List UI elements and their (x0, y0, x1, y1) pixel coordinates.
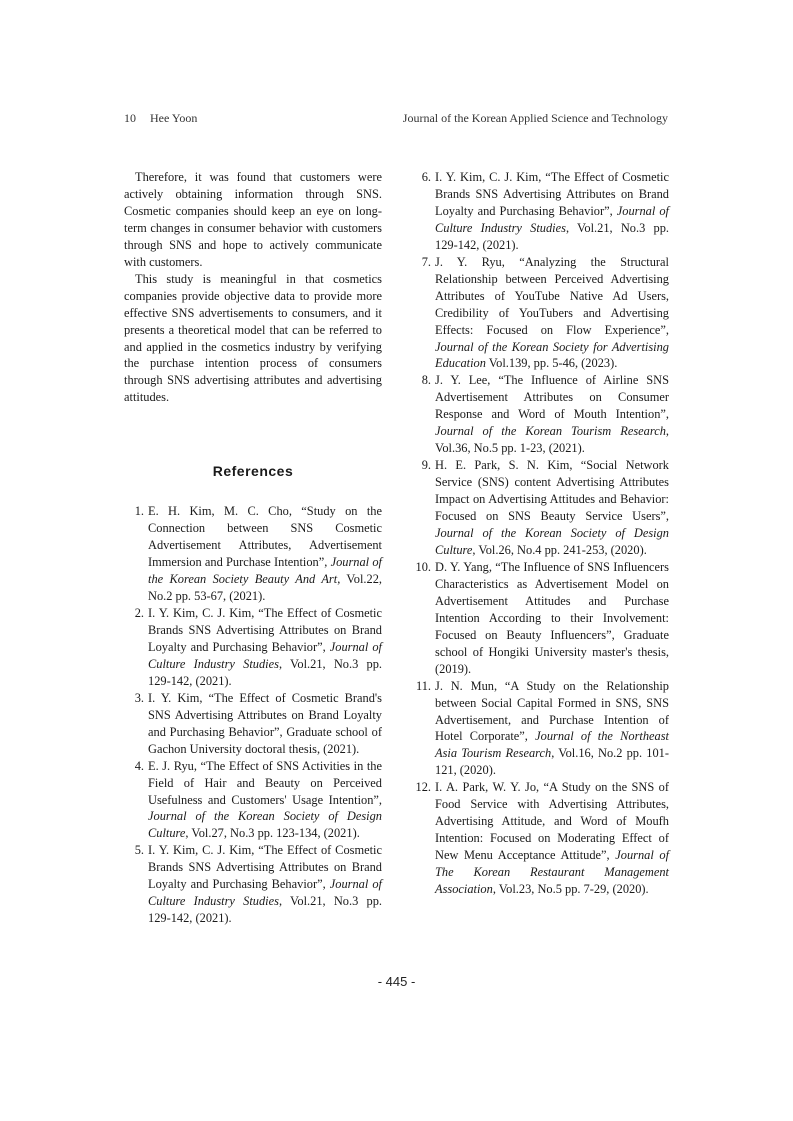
reference-number: 5. (134, 843, 144, 858)
body-paragraph: Therefore, it was found that customers were actively obtaining information through SNS. Cosmetic companies should keep an eye on long-term changes in consumer behavior with customers through SNS and hope to actively communicate with customers. (124, 170, 382, 269)
reference-item (411, 254, 669, 373)
reference-details: , Vol.22, No.2 pp. 53-67, (2021). (148, 572, 382, 604)
reference-text: D. Y. Yang, “The Influence of SNS Influencers Characteristics as Advertisement Model on Advertisement Attitudes and Purchase Intention According to their Involvement: Focused on Beauty Influencers”, Graduate school of Hongiki University master's thesis, (2019). (435, 559, 669, 676)
reference-text: E. J. Ryu, “The Effect of SNS Activities in the Field of Hair and Beauty on Perceived Usefulness and Customers' Usage Intention”, (148, 758, 382, 807)
references-heading: References (212, 463, 294, 480)
reference-number: 11. (415, 678, 431, 693)
header-author: Hee Yoon (150, 111, 198, 125)
reference-item (124, 842, 382, 927)
reference-item (411, 372, 669, 457)
reference-text: J. Y. Ryu, “Analyzing the Structural Relationship between Perceived Advertising Attributes of YouTube Native Ad Users, Credibility of YouTubers and Advertising Effects: Focused on Flow Experience”, (435, 254, 669, 337)
reference-text: I. Y. Kim, C. J. Kim, “The Effect of Cosmetic Brands SNS Advertising Attributes on Brand Loyalty and Purchasing Behavior”, (148, 843, 382, 892)
page-footer-number: - 445 - (377, 974, 416, 989)
reference-journal: Journal of Culture Industry Studies (148, 639, 382, 671)
reference-number: 9. (421, 458, 431, 473)
reference-details: Vol.139, pp. 5-46, (2023). (485, 356, 618, 371)
reference-text: E. H. Kim, M. C. Cho, “Study on the Connection between SNS Cosmetic Advertisement Attributes, Advertisement Immersion and Purchase Intention”, (148, 504, 382, 570)
reference-journal: Journal of the Korean Society of Design Culture (148, 809, 382, 841)
reference-number: 4. (134, 758, 144, 773)
reference-details: , Vol.21, No.3 pp. 129-142, (2021). (435, 220, 670, 252)
reference-text: I. Y. Kim, “The Effect of Cosmetic Brand's SNS Advertising Attributes on Brand Loyalty and Purchasing Behavior”, Graduate school of Gachon University doctoral thesis, (2021). (148, 690, 382, 756)
reference-text: I. A. Park, W. Y. Jo, “A Study on the SNS of Food Service with Advertising Attributes, Advertising Attitude, and Word of Moufh Intention: Focused on Moderating Effect of New Menu Acceptance Attitude”, (435, 780, 669, 863)
reference-details: , Vol.36, No.5 pp. 1-23, (2021). (435, 424, 669, 456)
reference-number: 6. (421, 170, 431, 184)
reference-journal: Journal of the Korean Society Beauty And Art (148, 555, 382, 587)
reference-number: 2. (134, 606, 144, 621)
reference-journal: Journal of Culture Industry Studies (148, 877, 382, 909)
reference-item (411, 779, 669, 898)
reference-item (411, 169, 669, 254)
right-column (411, 169, 669, 898)
reference-text: I. Y. Kim, C. J. Kim, “The Effect of Cosmetic Brands SNS Advertising Attributes on Brand Loyalty and Purchasing Behavior”, (435, 170, 669, 218)
reference-list (411, 169, 669, 898)
reference-item (411, 457, 669, 559)
running-header (124, 111, 668, 127)
reference-number: 10. (415, 559, 431, 574)
reference-item (411, 559, 669, 678)
body-paragraph: This study is meaningful in that cosmetics companies provide objective data to provide more effective SNS advertisements to consumers, and it presents a theoretical model that can be referred to and applied in the cosmetics industry by verifying the purchase intention process of consumers through SNS advertising attributes and advertising attitudes. (124, 271, 382, 405)
reference-list (124, 503, 382, 927)
reference-journal: Journal of the Northeast Asia Tourism Research (435, 729, 669, 761)
left-column (124, 169, 382, 927)
reference-number: 12. (415, 780, 431, 795)
reference-item (124, 605, 382, 690)
reference-details: , Vol.23, No.5 pp. 7-29, (2020). (492, 882, 649, 897)
reference-journal: Journal of the Korean Society for Advertising Education (435, 339, 669, 371)
reference-text: J. Y. Lee, “The Influence of Airline SNS Advertisement Attributes on Consumer Response and Word of Mouth Intention”, (435, 373, 669, 422)
reference-details: , Vol.26, No.4 pp. 241-253, (2020). (472, 542, 647, 557)
reference-number: 7. (421, 254, 431, 269)
reference-journal: Journal of the Korean Tourism Research (435, 424, 666, 439)
header-page-number: 10 (124, 111, 136, 125)
reference-details: , Vol.16, No.2 pp. 101-121, (2020). (435, 746, 669, 778)
reference-item (124, 503, 382, 605)
reference-details: , Vol.27, No.3 pp. 123-134, (2021). (185, 826, 360, 841)
reference-number: 3. (134, 690, 144, 705)
reference-number: 1. (134, 504, 144, 519)
reference-journal: Journal of The Korean Restaurant Management Association (435, 848, 670, 897)
reference-text: I. Y. Kim, C. J. Kim, “The Effect of Cosmetic Brands SNS Advertising Attributes on Brand Loyalty and Purchasing Behavior”, (148, 606, 382, 654)
reference-journal: Journal of Culture Industry Studies (435, 203, 669, 235)
reference-number: 8. (421, 373, 431, 388)
reference-text: J. N. Mun, “A Study on the Relationship between Social Capital Formed in SNS, SNS Advertisement, and Purchase Intention of Hotel Corporate”, (435, 678, 669, 744)
reference-item (411, 678, 669, 780)
header-journal-title: Journal of the Korean Applied Science and Technology (402, 111, 668, 125)
reference-details: , Vol.21, No.3 pp. 129-142, (2021). (148, 656, 383, 688)
reference-journal: Journal of the Korean Society of Design Culture (435, 526, 669, 557)
reference-item (124, 690, 382, 758)
reference-item (124, 758, 382, 843)
reference-text: H. E. Park, S. N. Kim, “Social Network Service (SNS) content Advertising Attributes Impact on Advertising Attitudes and Behavior: Focused on SNS Beauty Service Users”, (435, 458, 669, 524)
reference-details: , Vol.21, No.3 pp. 129-142, (2021). (148, 894, 383, 926)
